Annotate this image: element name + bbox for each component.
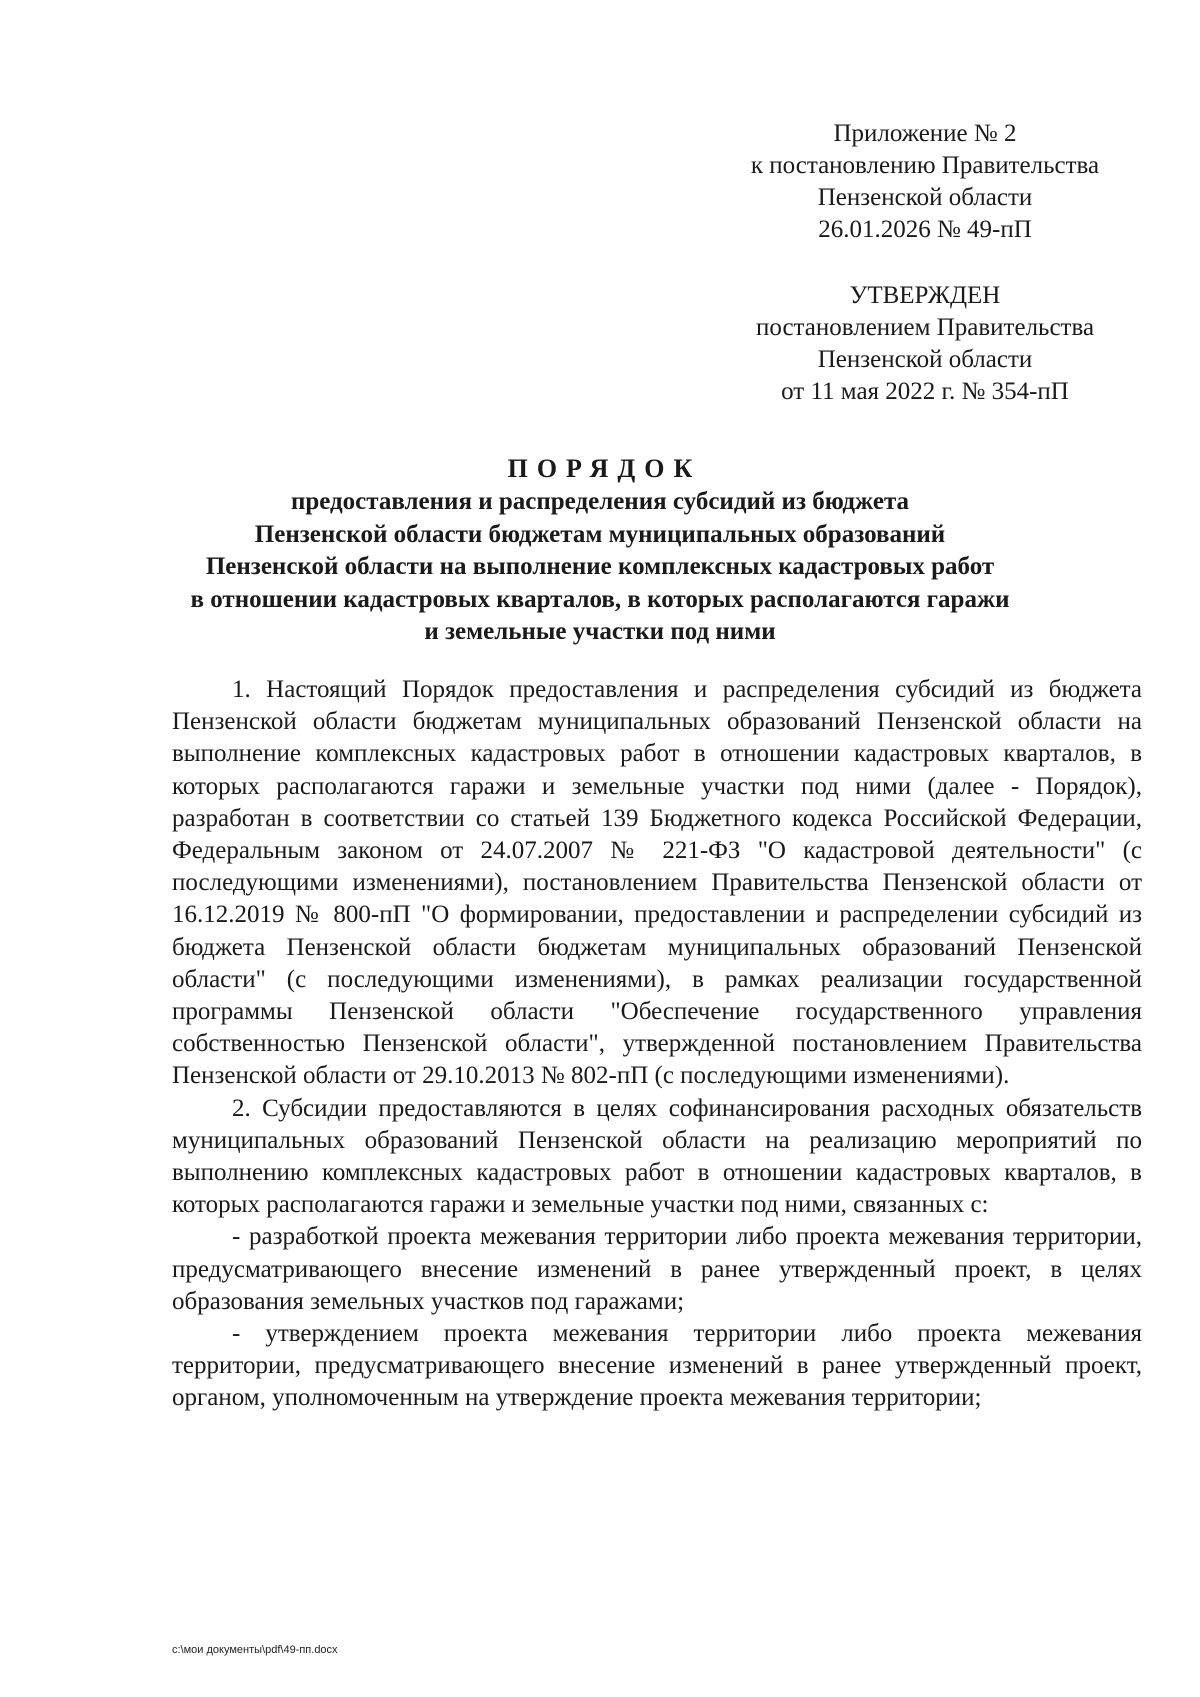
attachment-block: [700, 118, 1150, 246]
approval-block: [700, 280, 1150, 408]
paragraph-1: 1. Настоящий Порядок предоставления и распределения субсидий из бюджета Пензенской области бюджетам муниципальных образований Пензенской области на выполнение комплексных кадастровых работ в отношении кадастровых кварталов, в которых располагаются гаражи и земельные участки под ними (далее - Порядок), разработан в соответствии со статьей 139 Бюджетного кодекса Российской Федерации, Федеральным законом от 24.07.2007 № 221-ФЗ "О кадастровой деятельности" (с последующими изменениями), постановлением Правительства Пензенской области от 16.12.2019 № 800-пП "О формировании, предоставлении и распределении субсидий из бюджета Пензенской области бюджетам муниципальных образований Пензенской области" (с последующими изменениями), в рамках реализации государственной программы Пензенской области "Обеспечение государственного управления собственностью Пензенской области", утвержденной постановлением Правительства Пензенской области от 29.10.2013 № 802-пП (с последующими изменениями).: [172, 676, 1142, 1090]
attachment-number: Приложение № 2: [833, 120, 1017, 147]
title-main: ПОРЯДОК: [507, 454, 702, 483]
document-title: [150, 452, 1050, 649]
title-subtitle-line: предоставления и распределения субсидий из бюджета: [290, 488, 910, 515]
list-item: - разработкой проекта межевания территории либо проекта межевания территории, предусматривающего внесение изменений в ранее утвержденный проект, в целях образования земельных участков под гаражами;: [172, 1223, 1142, 1315]
approval-date-number: от 11 мая 2022 г. № 354-пП: [781, 378, 1069, 405]
title-subtitle-line: Пензенской области бюджетам муниципальных образований: [254, 520, 946, 548]
title-subtitle-line: в отношении кадастровых кварталов, в которых располагаются гаражи: [190, 585, 1010, 613]
title-subtitle-line: Пензенской области на выполнение комплексных кадастровых работ: [205, 553, 995, 580]
file-path-footer: c:\мои документы\pdf\49-пп.docx: [172, 1644, 338, 1656]
attachment-reference: к постановлению Правительства: [750, 152, 1100, 179]
approval-region: Пензенской области: [817, 346, 1033, 373]
paragraph-2: 2. Субсидии предоставляются в целях софинансирования расходных обязательств муниципальных образований Пензенской области на реализацию мероприятий по выполнению комплексных кадастровых работ в отношении кадастровых кварталов, в которых располагаются гаражи и земельные участки под ними, связанных с:: [172, 1094, 1142, 1219]
attachment-date-number: 26.01.2026 № 49-пП: [818, 216, 1032, 243]
document-body: [172, 674, 1142, 1415]
approval-stamp: УТВЕРЖДЕН: [849, 282, 1001, 309]
list-item: - утверждением проекта межевания территории либо проекта межевания территории, предусматривающего внесение изменений в ранее утвержденный проект, органом, уполномоченным на утверждение проекта межевания территории;: [172, 1320, 1142, 1412]
attachment-region: Пензенской области: [817, 184, 1033, 211]
title-subtitle-line: и земельные участки под ними: [424, 618, 776, 645]
approval-by: постановлением Правительства: [755, 314, 1095, 341]
